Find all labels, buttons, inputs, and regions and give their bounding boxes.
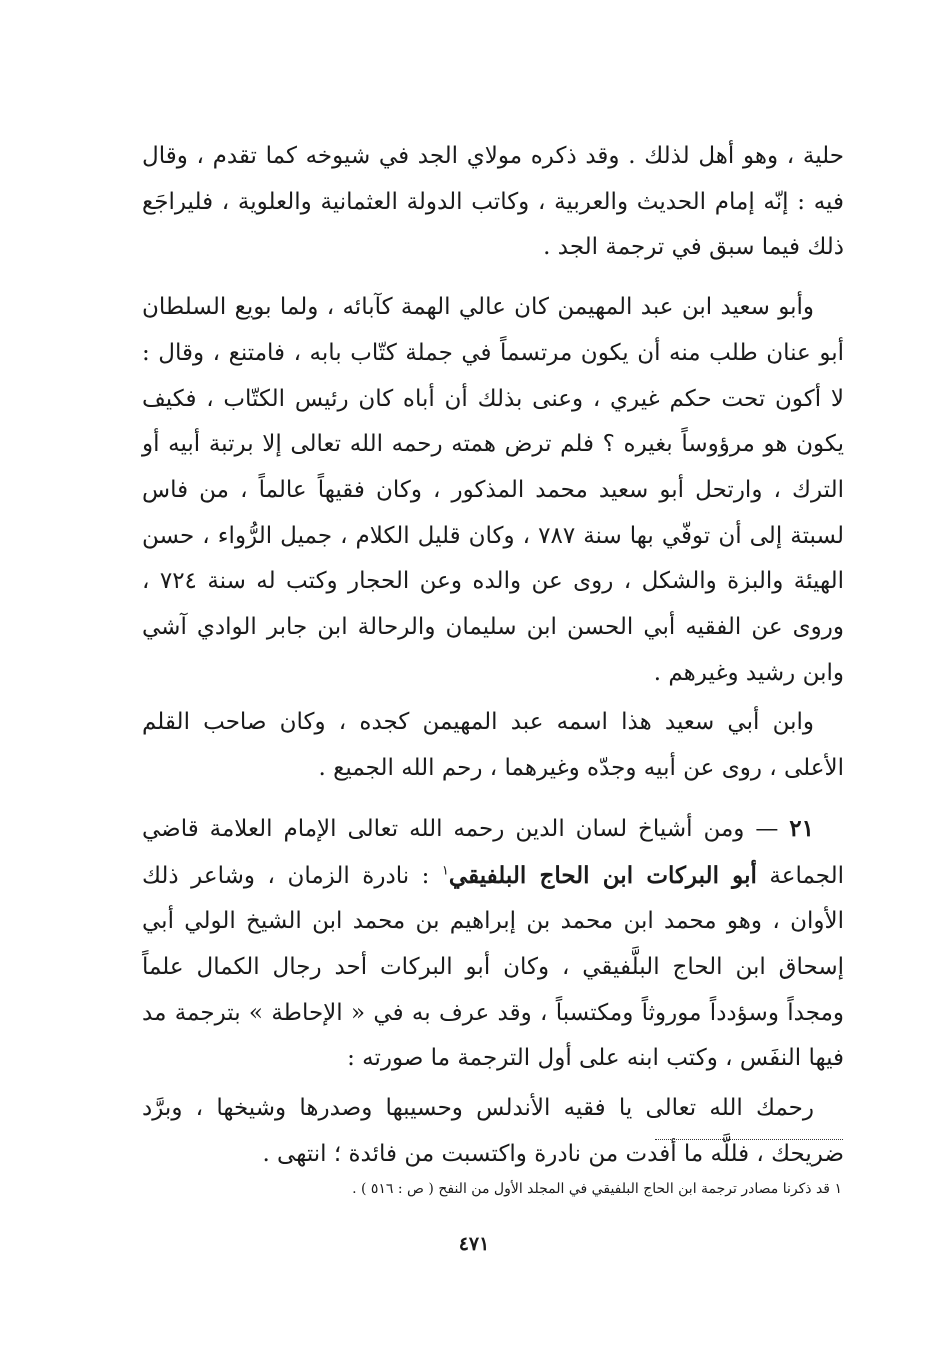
entry-paragraph bbox=[142, 806, 844, 1082]
footnote bbox=[142, 1178, 842, 1200]
entry-intro: ومن أشياخ لسان الدين رحمه الله تعالى الإمام العلامة قاضي الجماعة bbox=[142, 815, 845, 889]
footnote-text: قد ذكرنا مصادر ترجمة ابن الحاج البلفيقي في المجلد الأول من النفح ( ص : ٥١٦ ) . bbox=[352, 1181, 831, 1197]
paragraph-3: وابن أبي سعيد هذا اسمه عبد المهيمن كجده ، وكان صاحب القلم الأعلى ، روى عن أبيه وجدّه وغيرهما ، رحم الله الجميع . bbox=[142, 709, 844, 782]
footnote-ref[interactable]: ١ bbox=[441, 862, 449, 878]
paragraph-2: وأبو سعيد ابن عبد المهيمن كان عالي الهمة كآبائه ، ولما بويع السلطان أبو عنان طلب منه أن يكون مرتسماً في جملة كتّاب بابه ، فامتنع ، وقال : لا أكون تحت حكم غيري ، وعنى بذلك أن أباه كان رئيس الكتّاب ، فكيف يكون هو مرؤوساً بغيره ؟ فلم ترض همته رحمه الله تعالى إلا برتبة أبيه أو الترك ، وارتحل أبو سعيد محمد المذكور ، وكان فقيهاً عالماً ، من فاس لسبتة إلى أن توفّي بها سنة ٧٨٧ ، وكان قليل الكلام ، جميل الرُّواء ، حسن الهيئة والبزة والشكل ، روى عن والده وعن الحجار وكتب له سنة ٧٢٤ ، وروى عن الفقيه أبي الحسن ابن سليمان والرحالة ابن جابر الوادي آشي وابن رشيد وغيرهم . bbox=[142, 294, 844, 686]
closing-paragraph: رحمك الله تعالى يا فقيه الأندلس وحسيبها وصدرها وشيخها ، وبرَّد ضريحك ، فللَّه ما أفدت من نادرة واكتسبت من فائدة ؛ انتهى . bbox=[142, 1095, 844, 1167]
entry-rest: : نادرة الزمان ، وشاعر ذلك الأوان ، وهو محمد ابن محمد بن إبراهيم بن محمد ابن الشيخ الولي أبي إسحاق ابن الحاج البلَّفيقي ، وكان أبو البركات أحد رجال الكمال علماً ومجداً وسؤدداً موروثاً ومكتسباً ، وقد عرف به في « الإحاطة » بترجمة مد فيها النفَس ، وكتب ابنه على أول الترجمة ما صورته : bbox=[142, 862, 844, 1072]
footnote-marker: ١ bbox=[834, 1181, 842, 1197]
main-text bbox=[142, 134, 844, 1177]
entry-name: أبو البركات ابن الحاج البلفيقي bbox=[448, 861, 757, 889]
paragraph-1: حلية ، وهو أهل لذلك . وقد ذكره مولاي الجد في شيوخه كما تقدم ، وقال فيه : إنّه إمام الحديث والعربية ، وكاتب الدولة العثمانية والعلوية ، فليراجَع ذلك فيما سبق في ترجمة الجد . bbox=[142, 143, 844, 261]
footnote-divider bbox=[655, 1139, 843, 1140]
entry-dash: — bbox=[755, 815, 779, 842]
page-number: ٤٧١ bbox=[458, 1233, 490, 1255]
entry-number: ٢١ bbox=[789, 814, 814, 842]
